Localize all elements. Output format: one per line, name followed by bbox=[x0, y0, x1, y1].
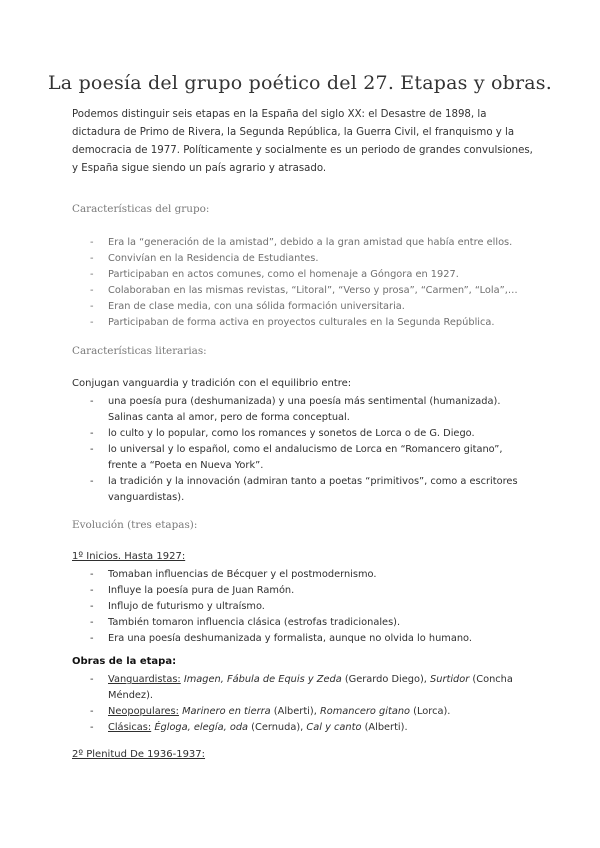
obras-label: Clásicas: bbox=[108, 722, 152, 733]
list-item: - Participaban de forma activa en proyectos culturales en la Segunda República. bbox=[90, 315, 518, 331]
etapa2-label: 2º Plenitud De 1936-1937: bbox=[72, 749, 206, 760]
obras-title: Égloga, elegía, oda bbox=[154, 722, 249, 733]
list-item: - Era una poesía deshumanizada y formalista, aunque no olvida lo humano. bbox=[90, 631, 472, 647]
section-heading-evolucion: Evolución (tres etapas): bbox=[72, 519, 198, 531]
obras-author: (Gerardo Diego), bbox=[341, 674, 431, 685]
etapa1-list bbox=[90, 567, 472, 647]
list-item: - Era la “generación de la amistad”, debido a la gran amistad que había entre ellos. bbox=[90, 235, 518, 251]
obras-author: (Lorca). bbox=[410, 706, 451, 717]
obras-item-neopopulares bbox=[90, 704, 530, 720]
list-item: - Influye la poesía pura de Juan Ramón. bbox=[90, 583, 472, 599]
obras-item-clasicas bbox=[90, 720, 530, 736]
obras-label: Vanguardistas: bbox=[108, 674, 181, 685]
list-item: - lo universal y lo español, como el andalucismo de Lorca en “Romancero gitano”, frente a “Poeta en Nueva York”. bbox=[90, 442, 530, 474]
intro-paragraph: Podemos distinguir seis etapas en la España del siglo XX: el Desastre de 1898, la dictadura de Primo de Rivera, la Segunda República, la Guerra Civil, el franquismo y la democracia de 1977. Políticamente y socialmente es un periodo de grandes convulsiones, y España sigue siendo un país agrario y atrasado. bbox=[72, 109, 533, 174]
list-item: - la tradición y la innovación (admiran tanto a poetas “primitivos”, como a escritores vanguardistas). bbox=[90, 474, 530, 506]
obras-title: Marinero en tierra bbox=[182, 706, 271, 717]
obras-author: (Alberti). bbox=[361, 722, 408, 733]
section-heading-literarias: Características literarias: bbox=[72, 345, 207, 357]
literarias-lead: Conjugan vanguardia y tradición con el equilibrio entre: bbox=[72, 378, 352, 389]
section-heading-grupo: Características del grupo: bbox=[72, 203, 210, 215]
list-item: - Tomaban influencias de Bécquer y el postmodernismo. bbox=[90, 567, 472, 583]
obras-list bbox=[90, 672, 530, 736]
literarias-list bbox=[90, 394, 530, 506]
list-item: - Influjo de futurismo y ultraísmo. bbox=[90, 599, 472, 615]
obras-author: (Cernuda), bbox=[248, 722, 307, 733]
etapa1-label: 1º Inicios. Hasta 1927: bbox=[72, 551, 186, 562]
list-item: - una poesía pura (deshumanizada) y una poesía más sentimental (humanizada). Salinas canta al amor, pero de forma conceptual. bbox=[90, 394, 530, 426]
grupo-list bbox=[90, 235, 518, 331]
list-item: - Eran de clase media, con una sólida formación universitaria. bbox=[90, 299, 518, 315]
obras-author: (Concha Méndez). bbox=[108, 674, 513, 701]
obras-title: Surtidor bbox=[430, 674, 470, 685]
obras-title: Cal y canto bbox=[306, 722, 362, 733]
obras-title: Romancero gitano bbox=[319, 706, 411, 717]
list-item: - Participaban en actos comunes, como el homenaje a Góngora en 1927. bbox=[90, 267, 518, 283]
list-item: - lo culto y lo popular, como los romances y sonetos de Lorca o de G. Diego. bbox=[90, 426, 530, 442]
list-item: - También tomaron influencia clásica (estrofas tradicionales). bbox=[90, 615, 472, 631]
obras-title: Imagen, Fábula de Equis y Zeda bbox=[183, 674, 342, 685]
obras-author: (Alberti), bbox=[270, 706, 320, 717]
list-item: - Convivían en la Residencia de Estudiantes. bbox=[90, 251, 518, 267]
obras-label: Neopopulares: bbox=[108, 706, 179, 717]
page-title: La poesía del grupo poético del 27. Etapas y obras. bbox=[47, 72, 552, 94]
obras-heading: Obras de la etapa: bbox=[72, 656, 177, 667]
obras-item-vanguardistas bbox=[90, 672, 530, 704]
list-item: - Colaboraban en las mismas revistas, “Litoral”, “Verso y prosa”, “Carmen”, “Lola”,… bbox=[90, 283, 518, 299]
